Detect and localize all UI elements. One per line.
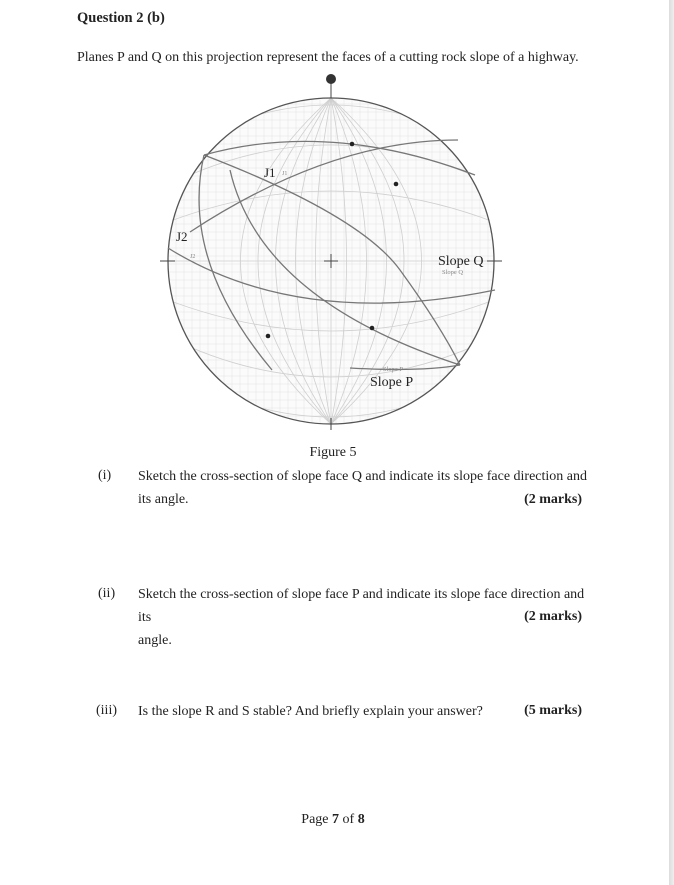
item-number: (ii) [98, 586, 116, 601]
marks-label: (2 marks) [524, 492, 582, 507]
label-slope-q: Slope Q [438, 254, 484, 269]
svg-text:J1: J1 [282, 171, 288, 177]
question-title: Question 2 (b) [77, 10, 165, 26]
stereonet-figure [160, 70, 505, 435]
item-number: (i) [98, 468, 112, 483]
question-intro: Planes P and Q on this projection represent the faces of a cutting rock slope of a highway. [77, 50, 579, 65]
scrollbar[interactable] [669, 0, 674, 885]
pole-point [394, 182, 399, 187]
item-text: Is the slope R and S stable? And briefly explain your answer? [138, 704, 483, 719]
marks-label: (5 marks) [524, 703, 582, 718]
item-text: Sketch the cross-section of slope face P and indicate its slope face direction and its angle. [138, 587, 585, 648]
svg-text:J2: J2 [190, 254, 196, 260]
page-footer: Page 7 of 8 [301, 812, 365, 827]
north-marker-icon [326, 74, 336, 84]
item-text: Sketch the cross-section of slope face Q and indicate its slope face direction and its angle. [138, 469, 588, 507]
label-slope-p: Slope P [370, 375, 414, 390]
item-number: (iii) [96, 703, 117, 718]
marks-label: (2 marks) [524, 609, 582, 624]
svg-text:Slope Q: Slope Q [442, 269, 464, 276]
figure-caption: Figure 5 [309, 445, 357, 460]
pole-point [350, 142, 355, 147]
pole-point [370, 326, 375, 331]
pole-point [266, 334, 271, 339]
svg-text:Slope P: Slope P [383, 366, 404, 373]
label-j1: J1 [264, 165, 276, 180]
label-j2: J2 [176, 229, 188, 244]
